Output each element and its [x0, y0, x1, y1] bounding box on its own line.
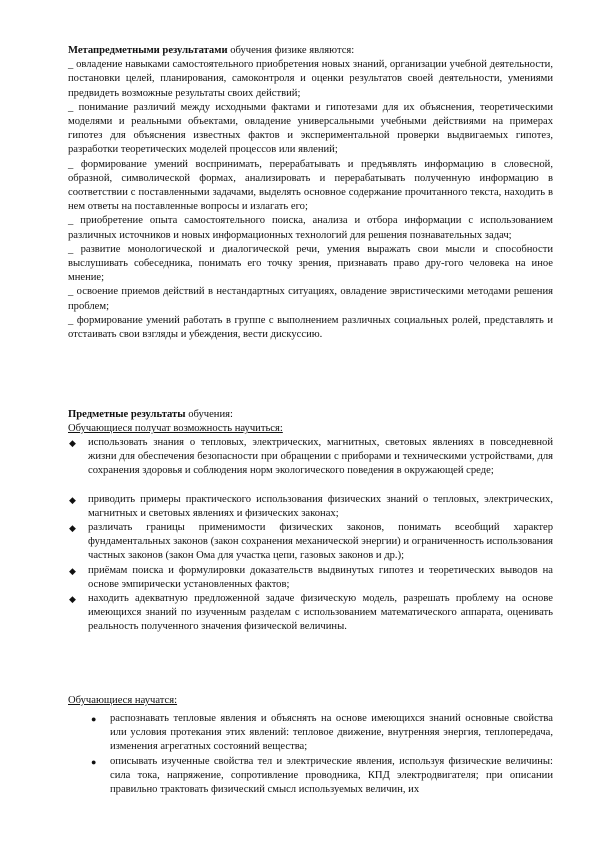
diamond-bullet-icon: ◆	[69, 438, 76, 448]
subject-results-title-bold: Предметные результаты	[68, 409, 186, 420]
diamond-bullet-icon: ◆	[69, 565, 76, 576]
list-item	[68, 592, 553, 635]
list-item-text: находить адекватную предложенной задаче физическую модель, разрешать проблему на основе имеющихся знаний по изученным разделам с использованием математического аппарата, оценивать реальность полученного значения физической величины.	[88, 593, 553, 633]
list-item-text: использовать знания о тепловых, электрических, магнитных, световых явлениях в повседневной жизни для обеспечения безопасности при обращении с приборами и техническими устройствами, для сохранения здоровья и соблюдения норм экологического поведения в окружающей среде;	[88, 437, 553, 477]
diamond-bullet-icon: ◆	[69, 494, 76, 505]
learn-heading-wrap	[68, 694, 553, 708]
subject-results-heading	[68, 408, 553, 436]
list-item-text: приводить примеры практического использования физических знаний о тепловых, электрических, магнитных и световых явлениях и физических законах;	[88, 493, 553, 519]
list-item	[68, 521, 553, 564]
meta-results-lead-bold: Метапредметными результатами	[68, 45, 228, 56]
list-item	[68, 564, 553, 592]
learn-list-wrap	[90, 712, 553, 797]
diamond-bullet-icon: ◆	[69, 523, 76, 534]
subject-results-title-rest: обучения:	[185, 409, 233, 420]
meta-results-lead	[68, 44, 553, 58]
meta-item: _ понимание различий между исходными фактами и гипотезами для их объяснения, теоретическими моделями и реальными объектами, овладение универсальными учебными действиями на примерах гипотез для объяснения известных фактов и экспериментальной проверки выдвигаемых гипотез, разработки теоретических моделей процессов или явлений;	[68, 101, 553, 156]
list-item-text: приёмам поиска и формулировки доказательств выдвинутых гипотез и теоретических выводов на основе эмпирически установленных фактов;	[88, 564, 553, 590]
circle-bullet-icon: ●	[91, 714, 97, 724]
list-spacer	[68, 479, 553, 493]
meta-results-lead-rest: обучения физике являются:	[227, 45, 355, 56]
meta-item: _ формирование умений воспринимать, перерабатывать и предъявлять информацию в словесной, образной, символической формах, анализировать и перерабатывать полученную информацию в соответствии с поставленными задачами, выделять основное содержание прочитанного текста, находить в нем ответы на поставленные вопросы и излагать его;	[68, 158, 553, 213]
meta-results-section	[68, 44, 553, 342]
meta-item: _ освоение приемов действий в нестандартных ситуациях, овладение эвристическими методами решения проблем;	[68, 286, 553, 312]
meta-item: _ овладение навыками самостоятельного приобретения новых знаний, организации учебной деятельности, постановки целей, планирования, самоконтроля и оценки результатов своей деятельности, умениями предвидеть возможные результаты своих действий;	[68, 59, 553, 99]
circle-bullet-icon: ●	[91, 756, 97, 767]
list-item-text: различать границы применимости физических законов, понимать всеобщий характер фундаментальных законов (закон сохранения механической энергии) и ограниченность использования частных законов (закон Ома для участка цепи, газовых законов и др.);	[88, 522, 553, 562]
opportunity-list	[68, 436, 553, 635]
meta-item: _ формирование умений работать в группе с выполнением различных социальных ролей, представлять и отстаивать свои взгляды и убеждения, вести дискуссию.	[68, 314, 553, 341]
list-item	[90, 712, 553, 755]
meta-item: _ приобретение опыта самостоятельного поиска, анализа и отбора информации с использованием различных источников и новых информационных технологий для решения познавательных задач;	[68, 215, 553, 241]
list-item	[68, 493, 553, 521]
diamond-bullet-icon: ◆	[69, 594, 76, 605]
subject-results-title	[68, 408, 553, 422]
learn-heading: Обучающиеся научатся:	[68, 695, 178, 706]
opportunity-list-wrap	[68, 436, 553, 635]
list-item-text: описывать изученные свойства тел и электрические явления, используя физические величины: сила тока, напряжение, сопротивление проводника, КПД электродвигателя; при описании правильно трактовать физический смысл используемых величин, их	[110, 755, 553, 796]
list-item	[90, 755, 553, 798]
learn-list	[90, 712, 553, 797]
list-item	[68, 436, 553, 479]
opportunity-heading: Обучающиеся получат возможность научиться:	[68, 423, 283, 435]
list-item-text: распознавать тепловые явления и объяснять на основе имеющихся знаний основные свойства или условия протекания этих явлений: тепловое движение, внутренняя энергия, теплопередача, изменения агрегатных состояний вещества;	[110, 713, 553, 753]
meta-item: _ развитие монологической и диалогической речи, умения выражать свои мысли и способности выслушивать собеседника, понимать его точку зрения, признавать право дру-гого человека на иное мнение;	[68, 243, 553, 284]
